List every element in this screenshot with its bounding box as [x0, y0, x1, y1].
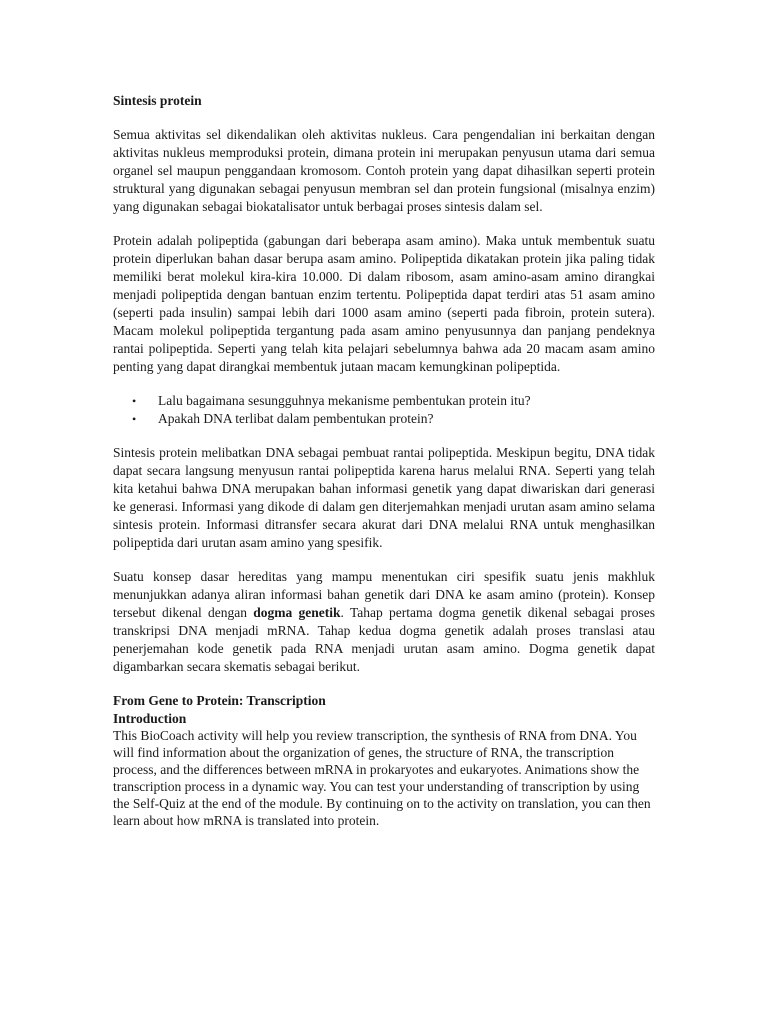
paragraph-4-text-before: Suatu konsep dasar hereditas yang mampu menentukan ciri spesifik suatu jenis makhluk menunjukkan adanya aliran informasi bahan genetik dari DNA ke asam amino (protein). Konsep tersebut dikenal dengan: [113, 569, 655, 620]
section-subheading: Introduction: [113, 711, 187, 726]
paragraph-3: Sintesis protein melibatkan DNA sebagai pembuat rantai polipeptida. Meskipun begitu, DNA tidak dapat secara langsung menyusun rantai polipeptida karena harus melalui RNA. Seperti yang telah kita ketahui bahwa DNA merupakan bahan informasi genetik yang dapat diwariskan dari generasi ke generasi. Informasi yang dikode di dalam gen diterjemahkan menjadi urutan asam amino selama sintesis protein. Informasi ditransfer secara akurat dari DNA melalui RNA untuk menghasilkan polipeptida dari urutan asam amino yang spesifik.: [113, 445, 655, 550]
bullet-icon: •: [132, 394, 137, 408]
document-page: [113, 92, 655, 829]
list-item-text: Apakah DNA terlibat dalam pembentukan protein?: [158, 411, 434, 426]
document-title: Sintesis protein: [113, 93, 202, 108]
dogma-genetik-term: dogma genetik: [253, 605, 341, 620]
paragraph-1: Semua aktivitas sel dikendalikan oleh aktivitas nukleus. Cara pengendalian ini berkaitan dengan aktivitas nukleus memproduksi protein, dimana protein ini merupakan penyusun utama dari semua organel sel maupun penggandaan kromosom. Contoh protein yang dapat dihasilkan seperti protein struktural yang digunakan sebagai penyusun membran sel dan protein fungsional (misalnya enzim) yang digunakan sebagai biokatalisator untuk berbagai proses sintesis dalam sel.: [113, 127, 655, 214]
paragraph-4: [113, 568, 655, 676]
paragraph-2: Protein adalah polipeptida (gabungan dari beberapa asam amino). Maka untuk membentuk suatu protein diperlukan bahan dasar berupa asam amino. Polipeptida dikatakan protein jika paling tidak memiliki berat molekul kira-kira 10.000. Di dalam ribosom, asam amino-asam amino dirangkai menjadi polipeptida dengan bantuan enzim tertentu. Polipeptida dapat terdiri atas 51 asam amino (seperti pada insulin) sampai lebih dari 1000 asam amino (seperti pada fibroin, protein sutera). Macam molekul polipeptida tergantung pada asam amino penyusunnya dan panjang pendeknya rantai polipeptida. Seperti yang telah kita pelajari sebelumnya bahwa ada 20 macam asam amino penting yang dapat dirangkai membentuk jutaan macam kemungkinan polipeptida.: [113, 233, 655, 374]
paragraph-4-text-after: . Tahap pertama dogma genetik dikenal sebagai proses transkripsi DNA menjadi mRNA. Tahap kedua dogma genetik adalah proses translasi atau penerjemahan kode genetik pada RNA menjadi urutan asam amino. Dogma genetik dapat digambarkan secara skematis sebagai berikut.: [113, 605, 655, 674]
bullet-icon: •: [132, 412, 137, 426]
paragraph-5: This BioCoach activity will help you review transcription, the synthesis of RNA from DNA. You will find information about the organization of genes, the structure of RNA, the transcription process, and the differences between mRNA in prokaryotes and eukaryotes. Animations show the transcription process in a dynamic way. You can test your understanding of transcription by using the Self-Quiz at the end of the module. By continuing on to the activity on translation, you can then learn about how mRNA is translated into protein.: [113, 728, 651, 828]
question-list: [113, 392, 655, 428]
list-item: [113, 410, 655, 428]
list-item-text: Lalu bagaimana sesungguhnya mekanisme pembentukan protein itu?: [158, 393, 531, 408]
list-item: [113, 392, 655, 410]
section-heading: From Gene to Protein: Transcription: [113, 693, 326, 708]
